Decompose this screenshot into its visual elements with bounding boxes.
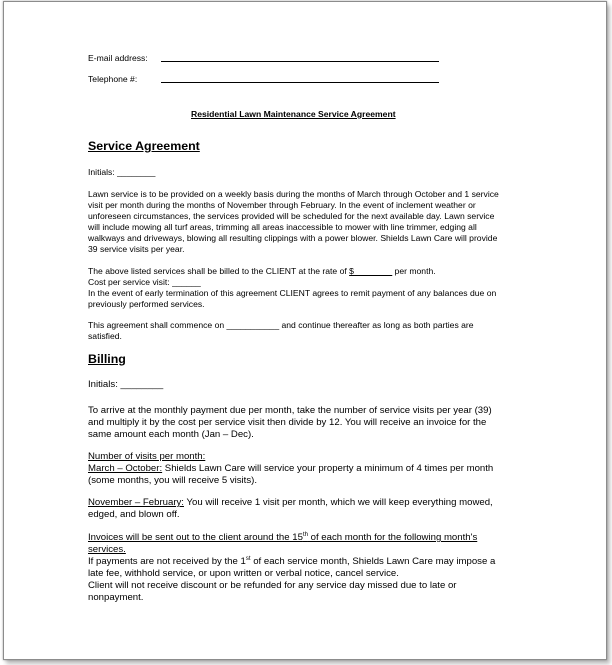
invoice-line-2: services.: [88, 544, 126, 555]
billing-rate-text: The above listed services shall be billed to the CLIENT at the rate of: [88, 266, 350, 276]
cost-per-visit-line: [88, 277, 201, 288]
november-february-label: November – February:: [88, 497, 184, 508]
billing-initials[interactable]: Initials: ________: [88, 379, 164, 390]
commence-line: [88, 320, 474, 331]
billing-paragraph-line: To arrive at the monthly payment due per month, take the number of service visits per year (39): [88, 405, 492, 416]
billing-paragraph-line: same amount each month (Jan – Dec).: [88, 429, 254, 440]
november-february-line: [88, 497, 493, 509]
invoice-line: [88, 532, 477, 544]
march-october-line: [88, 463, 493, 475]
billing-rate-line: [88, 266, 436, 277]
commence-text: This agreement shall commence on: [88, 320, 227, 330]
billing-rate-suffix: per month.: [392, 266, 436, 276]
discount-line-2: nonpayment.: [88, 592, 144, 603]
cost-per-visit-label: Cost per service visit:: [88, 277, 173, 287]
billing-paragraph-line: and multiply it by the cost per service visit then divide by 12. You will receive an invoice for the: [88, 417, 487, 428]
visits-per-month-heading: Number of visits per month:: [88, 451, 206, 462]
service-paragraph-line: walkways and driveways, blowing all resulting clippings with a power blower. Shields Lawn Care will provide: [88, 233, 498, 243]
service-paragraph-line: 39 service visits per year.: [88, 244, 185, 254]
discount-line: Client will not receive discount or be refunded for any service day missed due to late or: [88, 580, 457, 591]
termination-line: In the event of early termination of this agreement CLIENT agrees to remit payment of any balances due on: [88, 288, 497, 298]
termination-line: previously performed services.: [88, 299, 205, 309]
document-title: Residential Lawn Maintenance Service Agreement: [191, 109, 396, 119]
commence-date-blank[interactable]: ___________: [226, 320, 280, 330]
cost-per-visit-blank[interactable]: ______: [172, 277, 201, 287]
telephone-label: Telephone #:: [88, 74, 138, 84]
march-october-text: Shields Lawn Care will service your property a minimum of 4 times per month: [162, 463, 494, 474]
november-february-line-2: edged, and blown off.: [88, 509, 180, 520]
telephone-field-line[interactable]: [161, 82, 439, 83]
email-label: E-mail address:: [88, 53, 148, 63]
late-payment-text: If payments are not received by the 1: [88, 556, 246, 567]
invoice-text: Invoices will be sent out to the client around the 15: [88, 532, 303, 543]
late-payment-line: [88, 556, 495, 568]
document-page: [3, 1, 607, 660]
november-february-text: You will receive 1 visit per month, which we will keep everything mowed,: [183, 497, 493, 508]
invoice-superscript: th: [302, 532, 308, 538]
billing-heading: Billing: [88, 352, 126, 366]
service-paragraph-line: unforeseen circumstances, the services provided will be scheduled for the next available day. Lawn service: [88, 211, 495, 221]
service-paragraph-line: Lawn service is to be provided on a weekly basis during the months of March through October and 1 service: [88, 189, 499, 199]
commence-line-2: satisfied.: [88, 331, 122, 341]
march-october-label: March – October:: [88, 463, 163, 474]
service-agreement-heading: Service Agreement: [88, 139, 200, 153]
email-field-line[interactable]: [161, 61, 439, 62]
rate-blank[interactable]: $________: [349, 266, 393, 276]
march-october-line-2: (some months, you will receive 5 visits).: [88, 475, 258, 486]
service-paragraph-line: visit per month during the months of November through February. In the event of inclement weather or: [88, 200, 476, 210]
late-payment-superscript: st: [245, 556, 251, 562]
invoice-suffix: of each month for the following month's: [307, 532, 478, 543]
commence-suffix: and continue thereafter as long as both parties are: [279, 320, 474, 330]
service-initials[interactable]: Initials: ________: [88, 167, 156, 177]
late-payment-suffix: of each service month, Shields Lawn Care may impose a: [250, 556, 496, 567]
late-payment-line-2: late fee, withhold service, or upon written or verbal notice, cancel service.: [88, 568, 399, 579]
service-paragraph-line: will include mowing all turf areas, trimming all areas inaccessible to mower with line trimmer, edging all: [88, 222, 477, 232]
